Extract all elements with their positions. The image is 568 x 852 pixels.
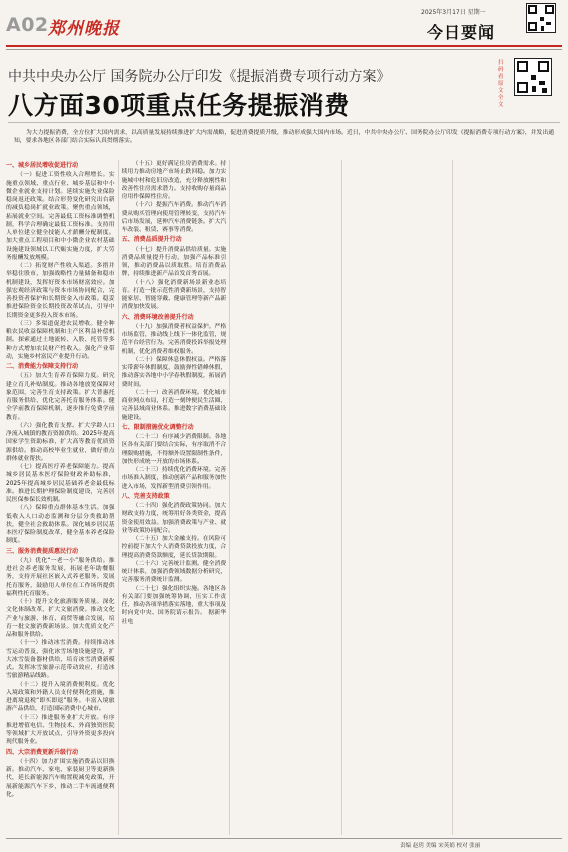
masthead-divider [6,45,562,47]
paragraph: （八）保障重点群体基本生活。加强低收入人口动态监测和分层分类救助帮扶，健全社会救助体系。深化城乡居民基本医疗保险制度改革，健全基本养老保险制度。 [6,505,115,545]
paragraph: （二十五）加大金融支持。在风险可控前提下加大个人消费贷款投放力度，合理提高消费贷款额度，延长贷款期限。 [121,536,227,559]
paragraph: （五）加大生育养育保障力度。研究建立育儿补贴制度。推动各地放宽保障对象范围，完善生育支持政策。扩大普惠托育服务供给，优化完善托育服务体系。健全学前教育保障机制，逐步推行免费学前教育。 [6,373,115,421]
paragraph: （七）提高医疗养老保障能力。提高城乡居民基本医疗保险财政补助标准，2025年提高城乡居民基础养老金最低标准。推进长期护理保险制度建设，完善居民医保参保长效机制。 [6,464,115,503]
column-3 [229,160,338,835]
article-body [6,160,562,835]
article-lead: 为大力提振消费，全方位扩大国内需求，以高质量发展持续推进扩大内需战略，促进消费提质升级，推动形成强大国内市场。近日，中共中央办公厅、国务院办公厅印发《提振消费专项行动方案》，并发出通知，要求各地区各部门结合实际认真贯彻落实。 [14,130,554,145]
footer-divider [6,838,562,839]
section-title: 今日要闻 [427,23,496,42]
paragraph: （十四）加力扩围实施消费品以旧换新。推动汽车、家电、家装厨卫等更新换代，延长新能源汽车购置税减免政策，开展新能源汽车下乡，推动二手车流通便利化。 [6,758,115,798]
issue-date: 2025年3月17日 星期一 [421,9,486,16]
paragraph: （十）提升文化旅游服务质量。深化文化体制改革，扩大文旅消费。推动文化产业与旅游、体育、商贸等融合发展，培育一批文旅消费新场景。加大优质文化产品和服务供给。 [6,599,115,638]
section-heading: 五、消费品质提升行动 [121,236,182,244]
article-kicker: 中共中央办公厅 国务院办公厅印发《提振消费专项行动方案》 [8,69,391,85]
section-heading: 三、服务消费提质惠民行动 [6,547,79,555]
section-heading: 七、限制措施优化调整行动 [121,423,194,431]
paragraph: （二）拓宽财产性收入渠道。多措并举稳住股市，加强战略性力量储备和稳市机制建设，发挥好资本市场财富效应。加强宏观经济政策与资本市场协同配合，完善投资者保护和长期资金入市政策。稳妥推进保险资金长期投资改革试点，引导中长期资金更多投入资本市场。 [6,263,115,319]
paragraph: （二十七）强化组织实施。各地区各有关部门要加强统筹协调，压实工作责任，推动各项举措落实落地，重大事项及时向党中央、国务院请示报告。 据新华社电 [121,585,227,625]
paragraph: （二十三）持续优化消费环境。完善市场准入制度，推动创新产品和服务加快进入市场，发挥新型消费引领作用。 [121,467,227,490]
article-headline: 八方面30项重点任务提振消费 [8,91,350,120]
newspaper-logo: 郑州晚报 [48,19,120,39]
paragraph: （二十六）完善统计监测。健全消费统计体系，加强消费领域数据分析研究，完善服务消费统计监测。 [121,560,227,584]
paragraph: （九）优化“一老一小”服务供给。推进社会养老服务发展，拓展老年助餐服务，支持开展社区嵌入式养老服务。发展托育服务，鼓励用人单位在工作场所提供福利性托育服务。 [6,557,115,597]
headline-divider [8,122,560,123]
column-5 [452,160,561,835]
paragraph: （二十四）强化消费政策协同。加大财政支持力度，统筹用好各类资金，提高资金使用效益。加强消费政策与产业、就业等政策协同配合。 [121,503,227,534]
paragraph: （十六）提振汽车消费。推动汽车消费从购买管理向使用管理转变，支持汽车后市场发展，延伸汽车消费链条。扩大汽车改装、租赁、赛事等消费。 [121,202,227,233]
paragraph: （二十二）有序减少消费限制。各地区各有关部门要结合实际，有序取消不合理限购措施，不得额外设置限制性条件，加快形成统一开放的市场体系。 [121,434,227,465]
paragraph: （二十一）改善消费环境。优化城市商业网点布局，打造一刻钟便民生活圈，完善县域商业体系。推进数字消费基础设施建设。 [121,389,227,421]
footer-credits: 责编 赵玥 美编 宋英娟 校对 张丽 [400,843,481,849]
column-2 [118,160,227,835]
paragraph: （十九）加强消费者权益保护。严格市场监管，推动线上线下一体化监管，规范平台经营行为。完善消费投诉举报处理机制，优化消费者维权服务。 [121,323,227,355]
qr-caption: 扫码看原文全文 [498,60,504,108]
section-heading: 六、消费环境改善提升行动 [121,313,194,321]
column-1 [6,160,115,835]
paragraph: （六）强化教育支撑。扩大学龄人口净流入城镇的教育资源供给。2025年提高国家学生资助标准，扩大高等教育优质资源供给。推动高校毕业生就业，做好重点群体就业帮扶。 [6,422,115,462]
paragraph: （十二）提升入境消费便利度。优化入境政策和外籍人员支付便利化措施，推进离境退税“即买即退”服务。丰富入境旅游产品供给，打造国际消费中心城市。 [6,681,115,713]
paragraph: （一）促进工资性收入合理增长。实施重点领域、重点行业、城乡基层和中小微企业就业支持计划。延续实施失业保险稳岗返还政策。结合形势变化研究出台新的减负稳岗扩就业政策。聚焦重点领域，拓展就业空间。完善最低工资标准调整机制，科学合理确定最低工资标准。支持用人单位建立健全技能人才薪酬分配制度。加大重点工程项目和中小微企业农村基础设施建设领域以工代赈实施力度，扩大劳务报酬发放规模。 [6,172,115,261]
article-qr-icon[interactable] [514,58,552,96]
column-4 [341,160,450,835]
section-heading: 八、完善支持政策 [121,492,170,500]
masthead-divider-thin [6,49,562,50]
paragraph: （十一）推动冰雪消费。持续推动冰雪运动普及，强化冰雪场地设施建设，扩大冰雪装备器材供给，培育冰雪消费新模式。发挥冰雪旅游示范带动效应，打造冰雪旅游精品线路。 [6,640,115,680]
paragraph: （十三）推进服务业扩大开放。有序推进增值电信、生物技术、外商独资医院等领域扩大开放试点，引导外资更多投向现代服务业。 [6,714,115,746]
paragraph: （十七）提升消费品供给质量。实施消费品质量提升行动，加强产品标准引领，推动消费品以质取胜。培育消费品牌，持续推进新产品首发首秀首展。 [121,246,227,278]
paragraph: （三）多渠道促进农民增收。健全种粮农民收益保障机制和主产区利益补偿机制。探索通过土地流转、入股、托管等多种方式增加农民财产性收入。强化产业带动，实施乡村富民产业提升行动。 [6,320,115,360]
masthead [6,0,562,46]
paragraph: （二十）保障休息休假权益。严格落实带薪年休假制度，鼓励弹性错峰休假，推动落实各地中小学春秋假制度，拓展消费时间。 [121,356,227,388]
masthead-qr-icon [526,3,556,33]
page-number: A02 [6,14,49,36]
paragraph: （十八）强化消费新场景新业态培育。打造一批示范性消费新场景，支持智能家居、智能穿戴、健康管理等新产品新消费加快发展。 [121,279,227,311]
section-heading: 二、消费能力保障支持行动 [6,363,79,370]
section-heading: 四、大宗消费更新升级行动 [6,748,79,756]
paragraph: （十五）更好满足住房消费需求。持续用力推动房地产市场止跌回稳。加力实施城中村和危旧房改造，充分释放刚性和改善性住房需求潜力。支持收购存量商品房用作保障性住房。 [121,161,227,200]
section-heading: 一、城乡居民增收促进行动 [6,162,79,169]
